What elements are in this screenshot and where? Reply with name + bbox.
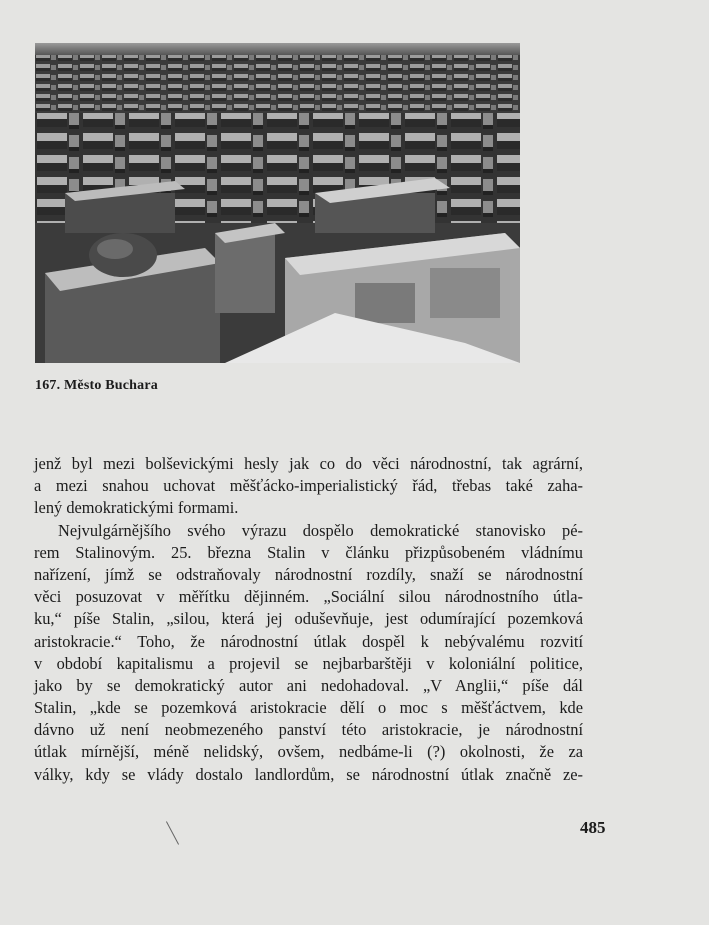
figure-photo bbox=[35, 43, 520, 363]
text-line: dávno už není neobmezeného panství této aristokracie, je národnostní bbox=[34, 720, 583, 740]
body-text bbox=[34, 453, 583, 786]
text-line: nařízení, jímž se odstraňovaly národnostní rozdíly, snaží se národnostní bbox=[34, 564, 583, 584]
page-number: 485 bbox=[580, 818, 606, 837]
text-line: jako by se demokratický autor ani nedohadoval. „V Anglii,“ píše dál bbox=[34, 675, 583, 695]
text-line: útlak mírnější, méně nelidský, ovšem, nedbáme-li (?) okolnosti, že za bbox=[34, 742, 583, 762]
text-line: jenž byl mezi bolševickými hesly jak co do věci národnostní, tak agrární, bbox=[34, 454, 583, 473]
paragraph bbox=[34, 453, 583, 520]
text-line: rem Stalinovým. 25. března Stalin v článku přizpůsobeném vládnímu bbox=[34, 542, 583, 562]
text-line: věci posuzovat v měřítku dějinném. „Sociální silou národnostního útla- bbox=[34, 587, 583, 607]
text-line: Nejvulgárnějšího svého výrazu dospělo demokratické stanovisko pé- bbox=[58, 520, 583, 540]
pencil-mark bbox=[166, 821, 179, 844]
text-line: ku,“ píše Stalin, „silou, která jej oduševňuje, jest odumírající pozemková bbox=[34, 609, 583, 629]
text-line: Stalin, „kde se pozemková aristokracie dělí o moc s měšťáctvem, kde bbox=[34, 698, 583, 718]
figure-caption: 167. Město Buchara bbox=[35, 378, 158, 393]
text-line: lený demokratickými formami. bbox=[34, 498, 239, 518]
text-line: aristokracie.“ Toho, že národnostní útlak dospěl k nebývalému rozvití bbox=[34, 631, 583, 651]
paragraph bbox=[34, 520, 583, 786]
text-line: v období kapitalismu a projevil se nejbarbarštěji v koloniální politice, bbox=[34, 653, 583, 673]
text-line: války, kdy se vlády dostalo landlordům, se národnostní útlak značně ze- bbox=[34, 764, 583, 784]
text-line: a mezi snahou uchovat měšťácko-imperialistický řád, třebas také zaha- bbox=[34, 476, 583, 496]
